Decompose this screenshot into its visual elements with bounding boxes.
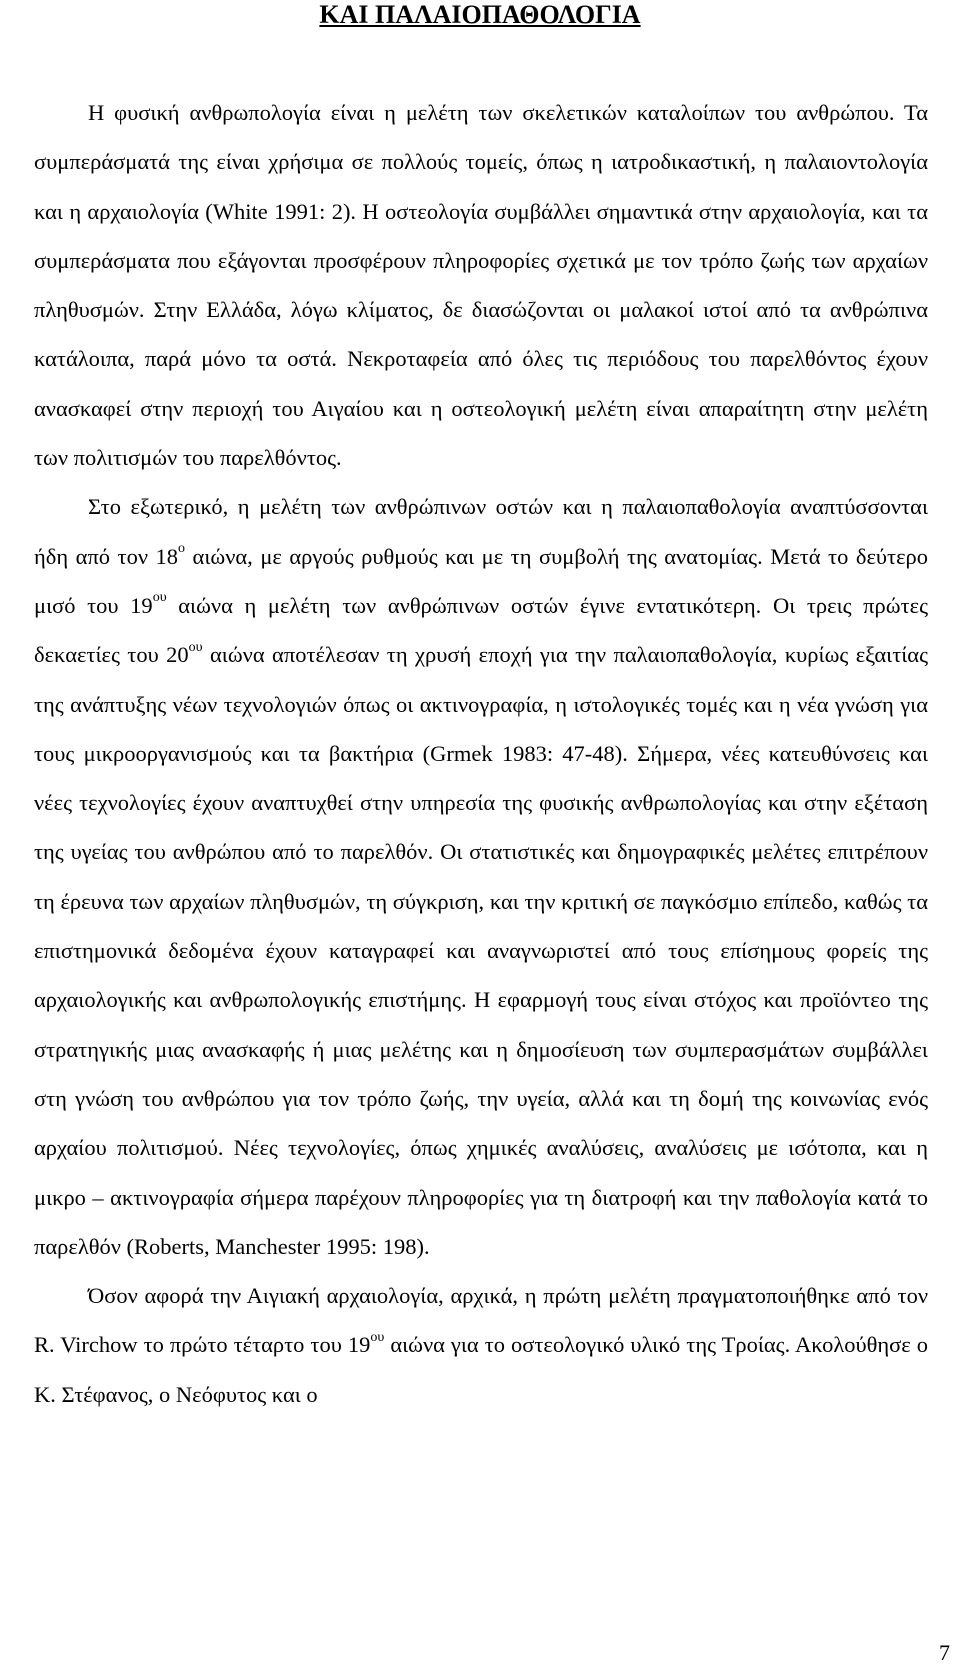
paragraph-2: [34, 482, 928, 1271]
paragraph-2-text-1: Στο εξωτερικό, η μελέτη των ανθρώπινων οστών και η παλαιοπαθολογία αναπτύσσονται ήδη από τον 18: [34, 494, 928, 569]
paragraph-3-text-1: Όσον αφορά την Αιγιακή αρχαιολογία, αρχικά, η πρώτη μελέτη πραγματοποιήθηκε από τον R. Virchow το πρώτο τέταρτο του 19: [34, 1283, 928, 1358]
paragraph-1: Η φυσική ανθρωπολογία είναι η μελέτη των σκελετικών καταλοίπων του ανθρώπου. Τα συμπεράσματά της είναι χρήσιμα σε πολλούς τομείς, όπως η ιατροδικαστική, η παλαιοντολογία και η αρχαιολογία (White 1991: 2). Η οστεολογία συμβάλλει σημαντικά στην αρχαιολογία, και τα συμπεράσματα που εξάγονται προσφέρουν πληροφορίες σχετικά με τον τρόπο ζωής των αρχαίων πληθυσμών. Στην Ελλάδα, λόγω κλίματος, δε διασώζονται οι μαλακοί ιστοί από τα ανθρώπινα κατάλοιπα, παρά μόνο τα οστά. Νεκροταφεία από όλες τις περιόδους του παρελθόντος έχουν ανασκαφεί στην περιοχή του Αιγαίου και η οστεολογική μελέτη είναι απαραίτητη στην μελέτη των πολιτισμών του παρελθόντος.: [34, 100, 928, 471]
paragraph-3: [34, 1271, 928, 1419]
paragraph-2-text-3: αιώνα η μελέτη των ανθρώπινων οστών έγινε εντατικότερη. Οι τρεις πρώτες δεκαετίες του 20: [34, 592, 928, 668]
ordinal-superscript: ου: [188, 639, 203, 655]
paragraph-3-text-2: αιώνα για το οστεολογικό υλικό της Τροίας. Ακολούθησε ο Κ. Στέφανος, ο Νεόφυτος και ο: [34, 1332, 928, 1407]
section-title: ΚΑΙ ΠΑΛΑΙΟΠΑΘΟΛΟΓΙΑ: [319, 0, 641, 29]
paragraph-2-text-2: αιώνα, με αργούς ρυθμούς και με τη συμβολή της ανατομίας. Μετά το δεύτερο μισό του 19: [34, 543, 928, 618]
document-body: [34, 88, 928, 1419]
ordinal-superscript: ου: [370, 1329, 385, 1345]
ordinal-superscript: ου: [152, 590, 167, 606]
page-number: 7: [939, 1640, 950, 1665]
ordinal-superscript: ο: [178, 541, 186, 557]
paragraph-2-text-4: αιώνα αποτέλεσαν τη χρυσή εποχή για την παλαιοπαθολογία, κυρίως εξαιτίας της ανάπτυξης νέων τεχνολογιών όπως οι ακτινογραφία, η ιστολογικές τομές και η νέα γνώση για τους μικροοργανισμούς και τα βακτήρια (Grmek 1983: 47-48). Σήμερα, νέες κατευθύνσεις και νέες τεχνολογίες έχουν αναπτυχθεί στην υπηρεσία της φυσικής ανθρωπολογίας και στην εξέταση της υγείας του ανθρώπου από το παρελθόν. Οι στατιστικές και δημογραφικές μελέτες επιτρέπουν τη έρευνα των αρχαίων πληθυσμών, τη σύγκριση, και την κριτική σε παγκόσμιο επίπεδο, καθώς τα επιστημονικά δεδομένα έχουν καταγραφεί και αναγνωριστεί από τους επίσημους φορείς της αρχαιολογικής και ανθρωπολογικής επιστήμης. Η εφαρμογή τους είναι στόχος και προϊόντεο της στρατηγικής μιας ανασκαφής ή μιας μελέτης και η δημοσίευση των συμπερασμάτων συμβάλλει στη γνώση του ανθρώπου για τον τρόπο ζωής, την υγεία, αλλά και τη δομή της κοινωνίας ενός αρχαίου πολιτισμού. Νέες τεχνολογίες, όπως χημικές αναλύσεις, αναλύσεις με ισότοπα, και η μικρο – ακτινογραφία σήμερα παρέχουν πληροφορίες για τη διατροφή και την παθολογία κατά το παρελθόν (Roberts, Manchester 1995: 198).: [34, 642, 928, 1259]
